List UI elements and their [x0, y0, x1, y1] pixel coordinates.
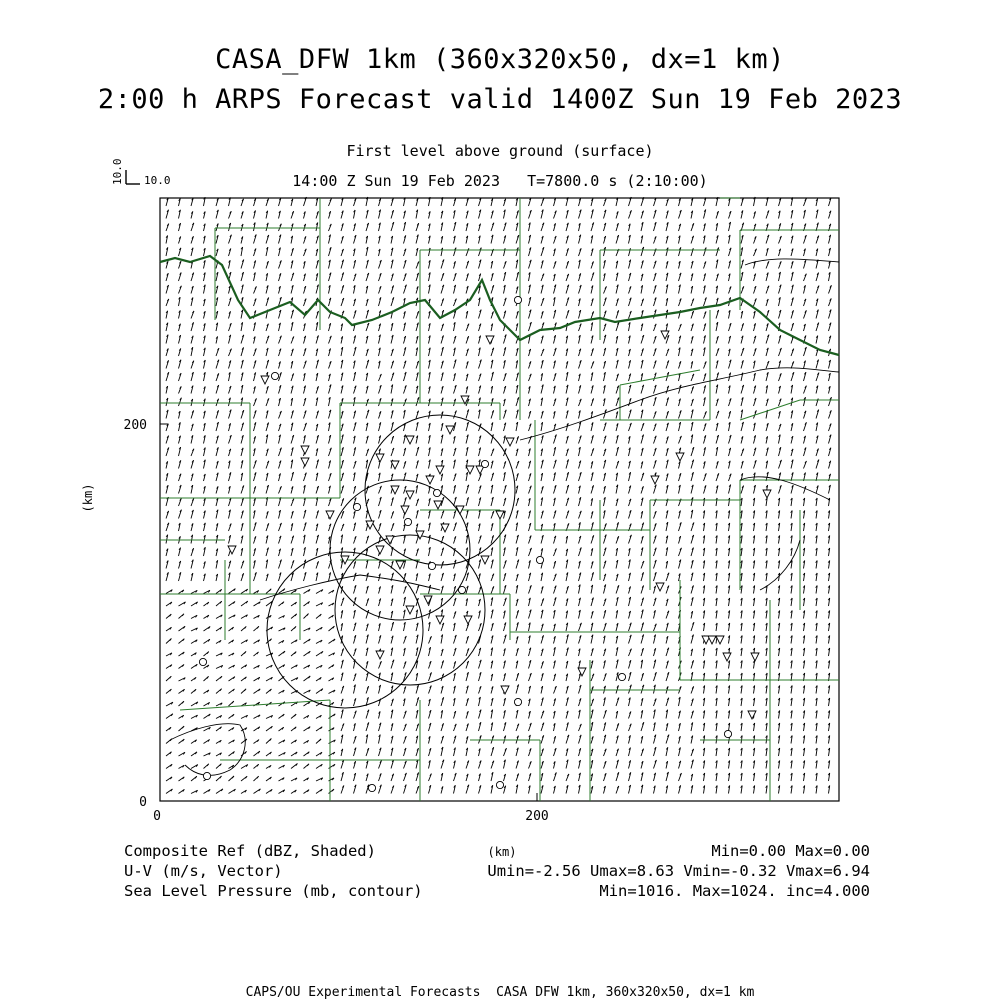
forecast-valid-title: 2:00 h ARPS Forecast valid 1400Z Sun 19 Feb 2023 — [97, 84, 903, 115]
chart-title: CASA_DFW 1km (360x320x50, dx=1 km) — [215, 44, 785, 75]
reference-vector-label-vertical: 10.0 — [111, 158, 124, 185]
level-subtitle: First level above ground (surface) — [346, 142, 654, 160]
reference-vector — [111, 159, 171, 188]
time-subtitle: 14:00 Z Sun 19 Feb 2023 T=7800.0 s (2:10:00) — [292, 172, 708, 190]
reference-vector-label: 10.0 — [144, 174, 171, 187]
